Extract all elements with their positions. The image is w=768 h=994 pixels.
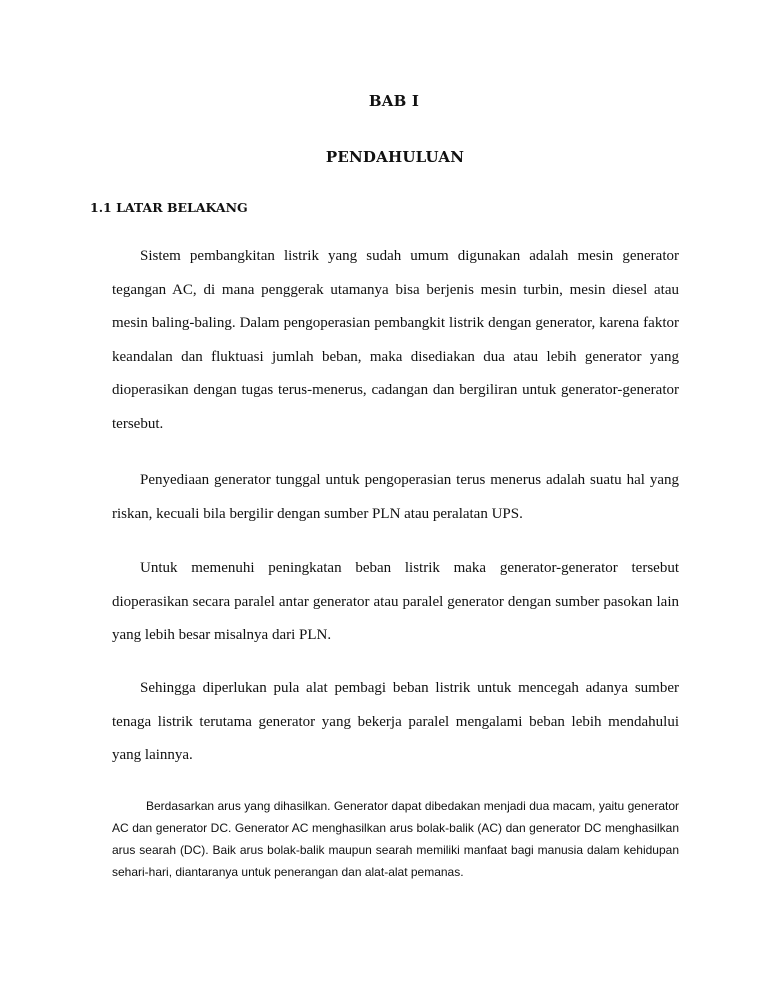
- chapter-title: PENDAHULUAN: [325, 148, 465, 166]
- chapter-label: BAB I: [368, 92, 420, 110]
- body-paragraph: Penyediaan generator tunggal untuk pengoperasian terus menerus adalah suatu hal yang riskan, kecuali bila bergilir dengan sumber PLN atau peralatan UPS.: [112, 472, 679, 522]
- section-heading: 1.1 LATAR BELAKANG: [90, 200, 248, 215]
- body-paragraph: Untuk memenuhi peningkatan beban listrik maka generator-generator tersebut dioperasikan secara paralel antar generator atau paralel generator dengan sumber pasokan lain yang lebih besar misalnya dari PLN.: [112, 560, 679, 643]
- body-paragraph-final: Berdasarkan arus yang dihasilkan. Generator dapat dibedakan menjadi dua macam, yaitu generator AC dan generator DC. Generator AC menghasilkan arus bolak-balik (AC) dan generator DC menghasilkan arus searah (DC). Baik arus bolak-balik maupun searah memiliki manfaat bagi manusia dalam kehidupan sehari-hari, diantaranya untuk penerangan dan alat-alat pemanas.: [112, 799, 679, 879]
- body-paragraph: Sehingga diperlukan pula alat pembagi beban listrik untuk mencegah adanya sumber tenaga listrik terutama generator yang bekerja paralel mengalami beban lebih mendahului yang lainnya.: [112, 680, 679, 763]
- body-paragraph: Sistem pembangkitan listrik yang sudah umum digunakan adalah mesin generator tegangan AC, di mana penggerak utamanya bisa berjenis mesin turbin, mesin diesel atau mesin baling-baling. Dalam pengoperasian pembangkit listrik dengan generator, karena faktor keandalan dan fluktuasi jumlah beban, maka disediakan dua atau lebih generator yang dioperasikan dengan tugas terus-menerus, cadangan dan bergiliran untuk generator-generator tersebut.: [112, 248, 679, 432]
